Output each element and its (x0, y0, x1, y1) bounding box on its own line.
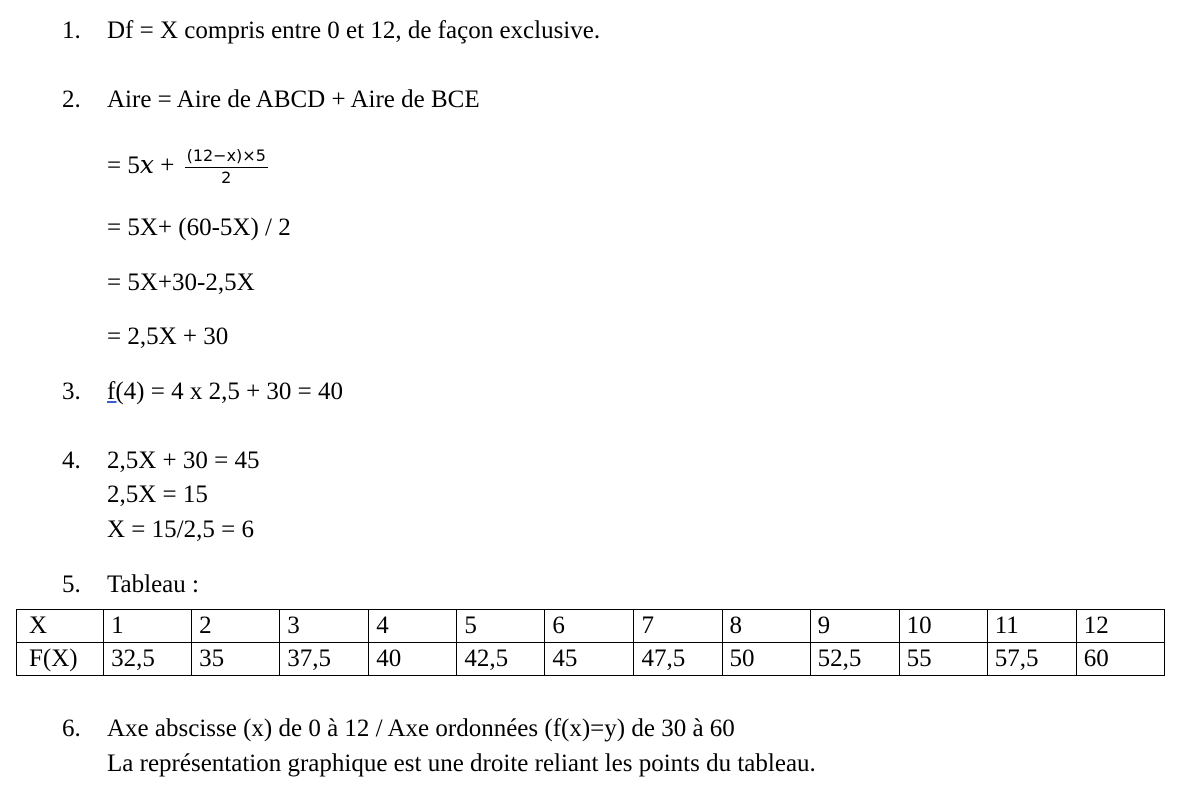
formula-fraction (185, 147, 268, 188)
item-number-4: 4. (62, 447, 81, 474)
item-number-6: 6. (62, 715, 81, 742)
table-cell: 60 (1076, 643, 1164, 676)
formula-variable: x (139, 150, 154, 179)
area-formula (107, 144, 268, 188)
table-cell: 35 (192, 643, 280, 676)
table-cell: 2 (192, 610, 280, 643)
item-number-5: 5. (62, 571, 81, 598)
table-cell: F(X) (17, 643, 104, 676)
formula-plus: + (153, 152, 175, 179)
f-function-label: f( (107, 378, 124, 405)
item-3-text (107, 377, 343, 407)
item-4-line-3: X = 15/2,5 = 6 (107, 516, 254, 543)
table-cell: 32,5 (104, 643, 192, 676)
item-1-text: Df = X compris entre 0 et 12, de façon exclusive. (107, 17, 601, 44)
formula-prefix: = 5 (107, 152, 140, 179)
item-6-line-2: La représentation graphique est une droite reliant les points du tableau. (107, 750, 816, 777)
formula-step-2: = 5X+30-2,5X (107, 269, 255, 296)
formula-step-3: = 2,5X + 30 (107, 323, 229, 350)
fraction-denominator: 2 (221, 167, 232, 187)
table-cell: 57,5 (987, 643, 1076, 676)
item-number-3: 3. (62, 378, 81, 405)
item-number-2: 2. (62, 86, 81, 113)
table-cell: 42,5 (457, 643, 545, 676)
formula-step-1: = 5X+ (60-5X) / 2 (107, 214, 291, 241)
table-cell: 12 (1076, 610, 1164, 643)
table-cell: 8 (722, 610, 810, 643)
table-cell: 3 (280, 610, 369, 643)
item-3-rest: 4) = 4 x 2,5 + 30 = 40 (123, 378, 344, 405)
table-cell: 45 (545, 643, 634, 676)
table-cell: 9 (810, 610, 899, 643)
table-cell: 11 (987, 610, 1076, 643)
table-cell: 7 (634, 610, 722, 643)
item-2-text: Aire = Aire de ABCD + Aire de BCE (107, 86, 480, 113)
item-4-line-1: 2,5X + 30 = 45 (107, 447, 260, 474)
table-cell: 6 (545, 610, 634, 643)
item-5-text: Tableau : (107, 571, 199, 598)
table-cell: 47,5 (634, 643, 722, 676)
table-cell: 4 (369, 610, 457, 643)
item-number-1: 1. (62, 17, 81, 44)
table-cell: 1 (104, 610, 192, 643)
table-row-fx (17, 643, 1165, 676)
table-row-x (17, 610, 1165, 643)
table-cell: 5 (457, 610, 545, 643)
table-cell: 52,5 (810, 643, 899, 676)
item-4-line-2: 2,5X = 15 (107, 481, 208, 508)
table-cell: 37,5 (280, 643, 369, 676)
table-cell: 55 (899, 643, 987, 676)
table-cell: 10 (899, 610, 987, 643)
table-cell: X (17, 610, 104, 643)
item-6-line-1: Axe abscisse (x) de 0 à 12 / Axe ordonnées (f(x)=y) de 30 à 60 (107, 715, 735, 742)
table-cell: 40 (369, 643, 457, 676)
values-table (16, 609, 1165, 676)
table-cell: 50 (722, 643, 810, 676)
fraction-numerator: (12−x)×5 (185, 147, 268, 168)
